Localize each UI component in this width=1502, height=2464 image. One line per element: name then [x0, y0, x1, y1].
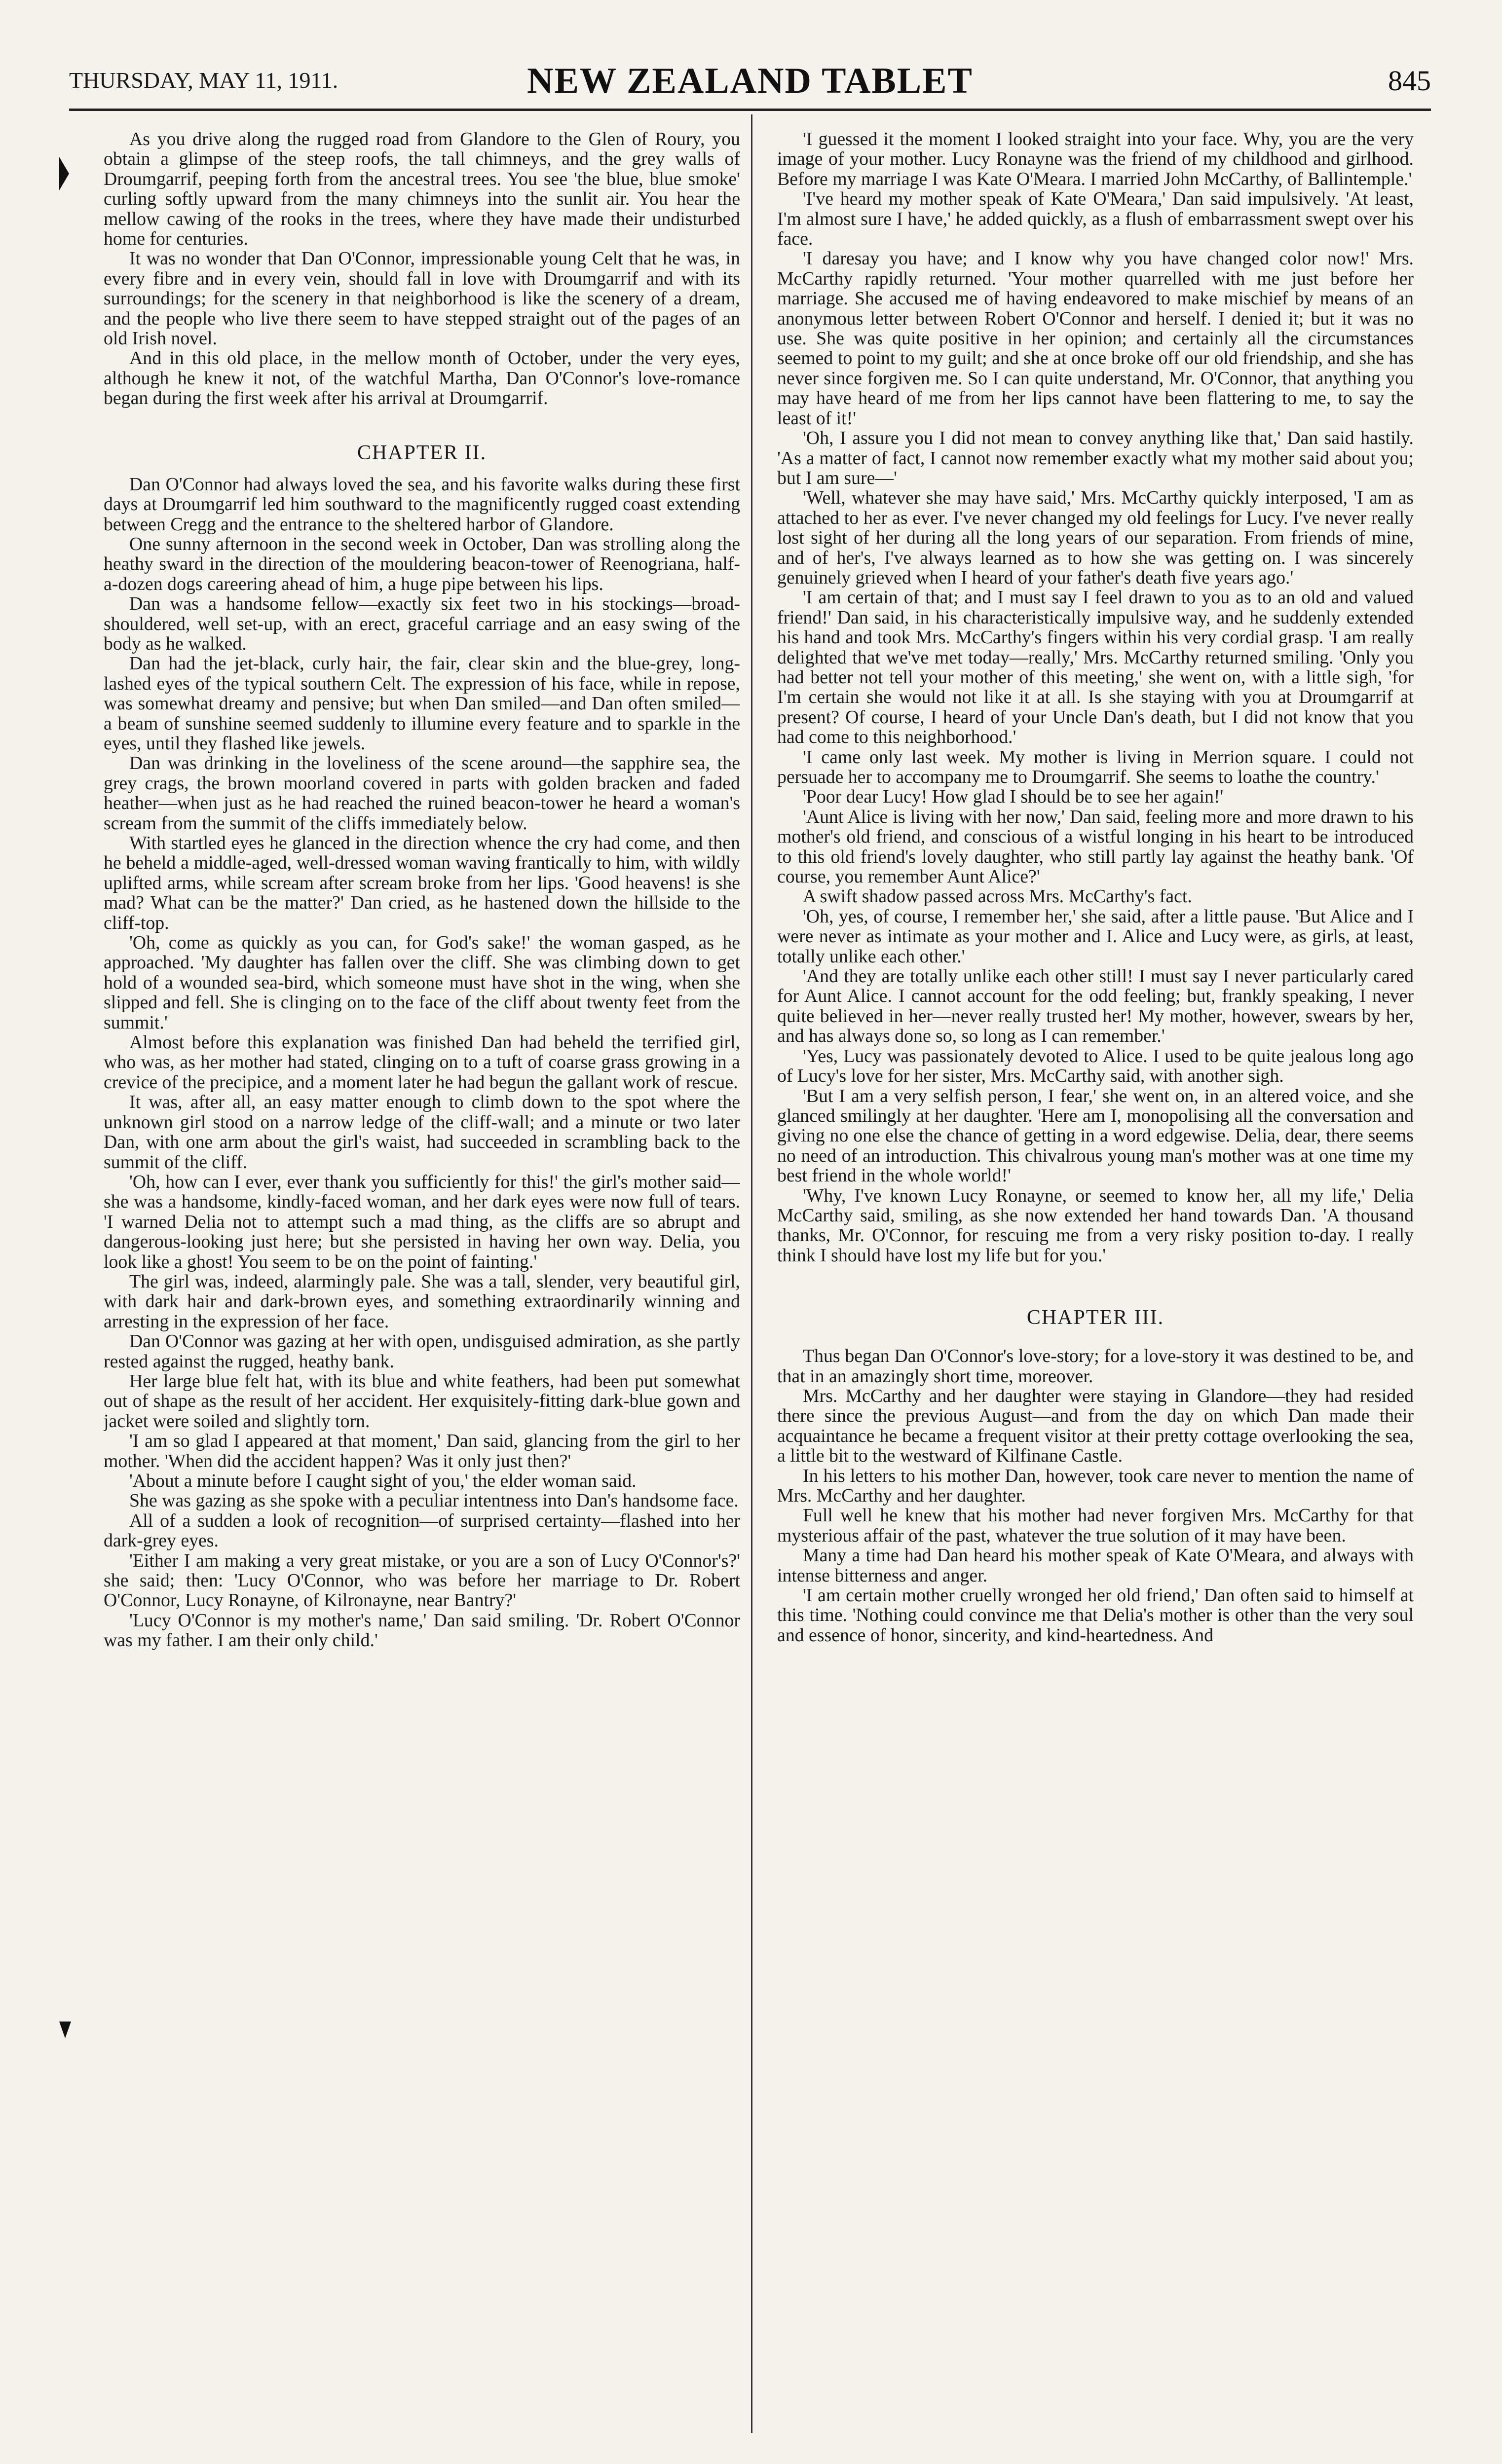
paragraph: And in this old place, in the mellow month of October, under the very eyes, although he knew it not, of the watchful Martha, Dan O'Connor's love-romance began during the first week after his arrival at Droumgarrif. — [104, 348, 740, 409]
paragraph: With startled eyes he glanced in the direction whence the cry had come, and then he beheld a middle-aged, well-dressed woman waving frantically to him, with wildly uplifted arms, while scream after scream broke from her lips. 'Good heavens! is she mad? What can be the matter?' Dan cried, as he hastened down the hillside to the cliff-top. — [104, 833, 740, 933]
paragraph: 'About a minute before I caught sight of you,' the elder woman said. — [129, 1471, 637, 1491]
paragraph: 'Oh, I assure you I did not mean to convey anything like that,' Dan said hastily. 'As a matter of fact, I cannot now remember exactly what my mother said about you; but I am sure—' — [777, 428, 1414, 488]
issue-date: THURSDAY, MAY 11, 1911. — [69, 68, 338, 93]
paragraph: 'Poor dear Lucy! How glad I should be to see her again!' — [803, 786, 1224, 808]
paragraph: Mrs. McCarthy and her daughter were staying in Glandore—they had resided there since the previous August—and from the day on which Dan made their acquaintance he became a frequent visitor at their pretty cottage overlooking the sea, a little bit to the westward of Kilfinane Castle. — [777, 1385, 1414, 1467]
chapter-three-body — [777, 1346, 1414, 1645]
paragraph: It was, after all, an easy matter enough to climb down to the spot where the unknown girl stood on a narrow ledge of the cliff-wall; and a minute or two later Dan, with one arm about the girl's waist, had succeeded in scrambling back to the summit of the cliff. — [104, 1092, 740, 1173]
paragraph: 'Why, I've known Lucy Ronayne, or seemed to know her, all my life,' Delia McCarthy said, smiling, as she now extended her hand towards Dan. 'A thousand thanks, Mr. O'Connor, for rescuing me from a very risky position to-day. I really think I should have lost my life but for you.' — [777, 1185, 1414, 1266]
paragraph: Her large blue felt hat, with its blue and white feathers, had been put somewhat out of shape as the result of her accident. Her exquisitely-fitting dark-blue gown and jacket were soiled and slightly torn. — [104, 1370, 740, 1432]
left-column — [104, 129, 740, 2448]
column-divider — [751, 114, 752, 2433]
paragraph: Dan O'Connor was gazing at her with open, undisguised admiration, as she partly rested against the rugged, heathy bank. — [104, 1331, 740, 1372]
paragraph: 'And they are totally unlike each other still! I must say I never particularly cared for Aunt Alice. I cannot account for the odd feeling; but, frankly speaking, I never quite believed in her—never really trusted her! My mother, however, swears by her, and has always done so, so long as I can remember.' — [777, 966, 1414, 1047]
header-rule — [69, 109, 1431, 111]
paragraph: Dan O'Connor had always loved the sea, and his favorite walks during these first days at Droumgarrif led him southward to the magnificently rugged coast extending between Cregg and the entrance to the sheltered harbor of Glandore. — [104, 474, 740, 535]
paragraph: Full well he knew that his mother had never forgiven Mrs. McCarthy for that mysterious affair of the past, whatever the true solution of it may have been. — [777, 1505, 1414, 1546]
paragraph: In his letters to his mother Dan, however, took care never to mention the name of Mrs. McCarthy and her daughter. — [777, 1465, 1414, 1506]
paragraph: 'Well, whatever she may have said,' Mrs. McCarthy quickly interposed, 'I am as attached to her as ever. I've never changed my old feelings for Lucy. I've never really lost sight of her during all the long years of our separation. From friends of mine, and of her's, I've always learned as to how she was getting on. I was sincerely genuinely grieved when I heard of your father's death five years ago.' — [777, 487, 1414, 588]
paragraph: Almost before this explanation was finished Dan had beheld the terrified girl, who was, as her mother had stated, clinging on to a tuft of coarse grass growing in a crevice of the precipice, and a moment later he had begun the gallant work of rescue. — [104, 1032, 740, 1093]
paragraph: 'Yes, Lucy was passionately devoted to Alice. I used to be quite jealous long ago of Lucy's love for her sister, Mrs. McCarthy said, with another sigh. — [777, 1045, 1414, 1087]
publication-title: NEW ZEALAND TABLET — [527, 61, 973, 101]
paragraph: 'I daresay you have; and I know why you have changed color now!' Mrs. McCarthy rapidly returned. 'Your mother quarrelled with me just before her marriage. She accused me of having endeavored to make mischief by means of an anonymous letter between Robert O'Connor and herself. I denied it; but it was no use. She was quite positive in her opinion; and certainly all the circumstances seemed to point to my guilt; and she at once broke off our old friendship, and she has never since forgiven me. So I can quite understand, Mr. O'Connor, that anything you may have heard of me from her lips cannot have been flattering to me, to say the least of it!' — [777, 248, 1414, 429]
paragraph: Dan was a handsome fellow—exactly six feet two in his stockings—broad-shouldered, well set-up, with an erect, graceful carriage and an easy swing of the body as he walked. — [104, 593, 740, 654]
paragraph: A swift shadow passed across Mrs. McCarthy's fact. — [803, 886, 1192, 907]
paragraph: Dan was drinking in the loveliness of the scene around—the sapphire sea, the grey crags, the brown moorland covered in parts with golden bracken and faded heather—when just as he had reached the ruined beacon-tower he heard a woman's scream from the summit of the cliffs immediately below. — [104, 753, 740, 834]
paragraph: 'I am certain of that; and I must say I feel drawn to you as to an old and valued friend!' Dan said, in his characteristically impulsive way, and he suddenly extended his hand and took Mrs. McCarthy's fingers within his very cordial grasp. 'I am really delighted that we've met today—really,' Mrs. McCarthy returned smiling. 'Only you had better not tell your mother of this meeting,' she went on, with a little sigh, 'for I'm certain she would not like it at all. Is she staying with you at Droumgarrif at present? Of course, I heard of your Uncle Dan's death, but I did not know that you had come to this neighborhood.' — [777, 587, 1414, 748]
paragraph: 'Either I am making a very great mistake, or you are a son of Lucy O'Connor's?' she said; then: 'Lucy O'Connor, who was before her marriage to Dr. Robert O'Connor, Lucy Ronayne, of Kilronayne, near Bantry?' — [104, 1550, 740, 1611]
page-header — [69, 61, 1431, 109]
paragraph: One sunny afternoon in the second week in October, Dan was strolling along the heathy sward in the direction of the mouldering beacon-tower of Reenogriana, half-a-dozen dogs careering ahead of him, a huge pipe between his lips. — [104, 533, 740, 594]
paragraph: Dan had the jet-black, curly hair, the fair, clear skin and the blue-grey, long-lashed eyes of the typical southern Celt. The expression of his face, while in repose, was somewhat dreamy and pensive; but when Dan smiled—and Dan often smiled—a beam of sunshine seemed suddenly to illumine every feature and to sparkle in the eyes, until they flashed like jewels. — [104, 653, 740, 754]
paragraph: Many a time had Dan heard his mother speak of Kate O'Meara, and always with intense bitterness and anger. — [777, 1545, 1414, 1586]
margin-marker-icon — [59, 157, 69, 190]
paragraph: 'I am certain mother cruelly wronged her old friend,' Dan often said to himself at this time. 'Nothing could convince me that Delia's mother is other than the very soul and essence of honor, sincerity, and kind-heartedness. And — [777, 1585, 1414, 1646]
paragraph: 'Lucy O'Connor is my mother's name,' Dan said smiling. 'Dr. Robert O'Connor was my father. I am their only child.' — [104, 1610, 740, 1651]
paragraph: 'I guessed it the moment I looked straight into your face. Why, you are the very image of your mother. Lucy Ronayne was the friend of my childhood and girlhood. Before my marriage I was Kate O'Meara. I married John McCarthy, of Ballintemple.' — [777, 129, 1414, 189]
paragraph: 'Oh, come as quickly as you can, for God's sake!' the woman gasped, as he approached. 'My daughter has fallen over the cliff. She was climbing down to get hold of a wounded sea-bird, which someone must have shot in the wing, when she slipped and fell. She is clinging on to the face of the cliff about twenty feet from the summit.' — [104, 932, 740, 1033]
paragraph: 'I am so glad I appeared at that moment,' Dan said, glancing from the girl to her mother. 'When did the accident happen? Was it only just then?' — [104, 1431, 740, 1471]
paragraph: All of a sudden a look of recognition—of surprised certainty—flashed into her dark-grey eyes. — [104, 1510, 740, 1551]
chapter-heading: CHAPTER III. — [1026, 1306, 1164, 1329]
paragraph: The girl was, indeed, alarmingly pale. She was a tall, slender, very beautiful girl, with dark hair and dark-brown eyes, and something extraordinarily winning and arresting in the expression of her face. — [104, 1271, 740, 1332]
chapter-heading: CHAPTER II. — [357, 441, 487, 464]
page-number: 845 — [1388, 65, 1431, 97]
chapter-two-body — [104, 475, 740, 1651]
paragraph: She was gazing as she spoke with a peculiar intentness into Dan's handsome face. — [129, 1490, 739, 1511]
paragraph: It was no wonder that Dan O'Connor, impressionable young Celt that he was, in every fibre and in every vein, should fall in love with Droumgarrif and with its surroundings; for the scenery in that neighborhood is like the scenery of a dream, and the people who live there seem to have stepped straight out of the pages of an old Irish novel. — [104, 248, 740, 349]
paragraph: 'Oh, how can I ever, ever thank you sufficiently for this!' the girl's mother said—she was a handsome, kindly-faced woman, and her dark eyes were now full of tears. 'I warned Delia not to attempt such a mad thing, as the cliffs are so abrupt and dangerous-looking just here; but she persisted in having her own way. Delia, you look like a ghost! You seem to be on the point of fainting.' — [104, 1171, 740, 1272]
paragraph: Thus began Dan O'Connor's love-story; for a love-story it was destined to be, and that in an amazingly short time, moreover. — [777, 1346, 1414, 1387]
margin-marker-icon — [59, 2022, 71, 2038]
story-opening — [104, 129, 740, 408]
paragraph: 'I've heard my mother speak of Kate O'Meara,' Dan said impulsively. 'At least, I'm almost sure I have,' he added quickly, as a flush of embarrassment swept over his face. — [777, 188, 1414, 250]
paragraph: 'But I am a very selfish person, I fear,' she went on, in an altered voice, and she glanced smilingly at her daughter. 'Here am I, monopolising all the conversation and giving no one else the chance of getting in a word edgewise. Delia, dear, there seems no need of an introduction. This chivalrous young man's mother was at one time my best friend in the whole world!' — [777, 1085, 1414, 1186]
paragraph: 'Aunt Alice is living with her now,' Dan said, feeling more and more drawn to his mother's old friend, and conscious of a wistful longing in his heart to be introduced to this old friend's lovely daughter, who still partly lay against the heathy bank. 'Of course, you remember Aunt Alice?' — [777, 806, 1414, 887]
paragraph: As you drive along the rugged road from Glandore to the Glen of Roury, you obtain a glimpse of the steep roofs, the tall chimneys, and the grey walls of Droumgarrif, peeping forth from the ancestral trees. You see 'the blue, blue smoke' curling softly upward from the many chimneys into the sunlit air. You hear the mellow cawing of the rooks in the trees, where they have made their undisturbed home for centuries. — [104, 129, 740, 250]
paragraph: 'I came only last week. My mother is living in Merrion square. I could not persuade her to accompany me to Droumgarrif. She seems to loathe the country.' — [777, 746, 1414, 787]
chapter-two-continued — [777, 129, 1414, 1265]
right-column — [777, 129, 1414, 2448]
paragraph: 'Oh, yes, of course, I remember her,' she said, after a little pause. 'But Alice and I were never as intimate as your mother and I. Alice and Lucy were, as girls, at least, totally unlike each other.' — [777, 906, 1414, 967]
